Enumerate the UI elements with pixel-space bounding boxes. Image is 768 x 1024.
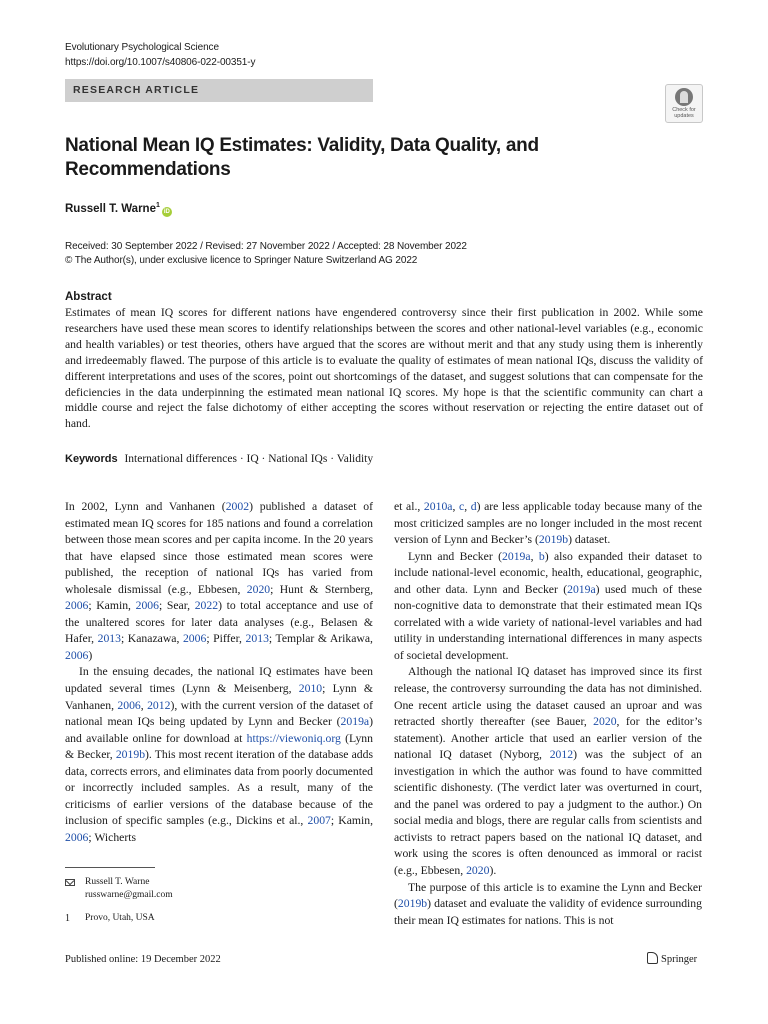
url-link[interactable]: https://viewoniq.org [246, 731, 341, 745]
corresponding-author: Russell T. Warne [85, 877, 150, 887]
citation-link[interactable]: 2010 [298, 682, 323, 696]
keywords-line [65, 453, 373, 465]
check-for-updates-button[interactable] [665, 84, 703, 123]
citation-link[interactable]: 2010a [423, 500, 453, 513]
journal-header [65, 40, 255, 70]
crossmark-label-1: Check for [672, 107, 696, 113]
paragraph: In 2002, Lynn and Vanhanen (2002) published a dataset of estimated mean IQ scores for 185 nations and found a correlation between those mean scores and per capita income. In the 20 years that have elapsed since those estimated mean scores were published, the reception of national IQs has varied from wholesale dismissal (e.g., Ebbesen, 2020; Hunt & Sternberg, 2006; Kamin, 2006; Sear, 2022) to total acceptance and use of the unaltered scores for later data analyses (e.g., Belasen & Hafer, 2013; Kanazawa, 2006; Piffer, 2013; Templar & Arikawa, 2006) [65, 500, 374, 662]
copyright-line: © The Author(s), under exclusive licence to Springer Nature Switzerland AG 2022 [65, 255, 418, 266]
affiliation-number: 1 [65, 913, 70, 924]
crossmark-label-2: updates [674, 113, 694, 119]
publisher-name: Springer [661, 954, 698, 965]
citation-link[interactable]: d [470, 500, 477, 513]
citation-link[interactable]: 2006 [117, 698, 141, 712]
doi-link[interactable]: https://doi.org/10.1007/s40806-022-00351-y [65, 57, 256, 68]
paragraph: In the ensuing decades, the national IQ estimates have been updated several times (Lynn & Meisenberg, 2010; Lynn & Vanhanen, 2006, 2012), with the current version of the dataset of national mean IQs being updated by Lynn and Becker (2019a) and available online for download at https://viewoniq.org (Lynn & Becker, 2019b). This most recent iteration of the database adds data, corrects errors, and eliminates data from poorly documented or incorrectly included samples. As a result, many of the criticisms of earlier versions of the database because of the inclusion of specific samples (e.g., Dickins et al., 2007; Kamin, 2006; Wicherts [65, 665, 373, 844]
springer-horse-icon [647, 952, 658, 964]
citation-link[interactable]: 2013 [97, 632, 121, 646]
affiliation-text: Provo, Utah, USA [85, 913, 155, 923]
citation-link[interactable]: 2012 [549, 748, 574, 762]
crossmark-icon [675, 88, 693, 106]
author-name[interactable]: Russell T. Warne [65, 203, 156, 215]
keywords-label: Keywords [65, 453, 118, 465]
keywords-list: International differences · IQ · National IQs · Validity [124, 453, 374, 465]
article-type-banner: RESEARCH ARTICLE [65, 79, 373, 102]
abstract-text: Estimates of mean IQ scores for different nations have engendered controversy since their first publication in 2002. While some researchers have used these mean scores to identify relationships between the scores and other national-level variables (e.g., economic and health variables) or test theories, others have argued that the scores are without merit and that any study using them is inherently and irredeemably flawed. The purpose of this article is to evaluate the quality of estimates of mean national IQs, discuss the validity of different interpretations and uses of the scores, point out shortcomings of the dataset, and suggest solutions that can compensate for the deficiencies in the data underpinning the estimated mean national IQ scores. My hope is that the scientific community can chart a middle course and reject the false dichotomy of either accepting the scores without reservation or rejecting the entire dataset out of hand. [65, 306, 703, 431]
orcid-icon[interactable]: iD [163, 209, 170, 215]
paragraph: et al., 2010a, c, d) are less applicable today because many of the most criticized samples are no longer included in the most recent version of Lynn and Becker’s (2019b) dataset. [394, 500, 703, 547]
author-line [65, 202, 172, 217]
citation-link[interactable]: 2006 [135, 599, 159, 613]
author-email[interactable]: russwarne@gmail.com [85, 890, 173, 900]
mail-icon [65, 879, 75, 886]
body-column-left [65, 499, 373, 846]
paragraph: Lynn and Becker (2019a, b) also expanded their dataset to include national-level economic, health, educational, geographic, and other data. Lynn and Becker (2019a) used much of these non-cognitive data to demonstrate that their estimated mean IQs correlated with a wide variety of national-level variables and had utility in understanding international differences in many aspects of societal development. [394, 549, 703, 662]
footnote [65, 876, 173, 925]
citation-link[interactable]: 2020 [593, 715, 617, 729]
citation-link[interactable]: b [538, 549, 545, 563]
published-date: Published online: 19 December 2022 [65, 954, 221, 965]
citation-link[interactable]: 2007 [307, 814, 331, 828]
publisher-logo [647, 952, 697, 965]
abstract-heading: Abstract [65, 291, 112, 303]
citation-link[interactable]: 2006 [65, 830, 89, 844]
citation-link[interactable]: c [459, 500, 465, 513]
citation-link[interactable]: 2019b [115, 748, 146, 762]
footnote-divider [65, 867, 155, 868]
affiliation-mark: 1 [155, 202, 160, 209]
citation-link[interactable]: 2019a [567, 582, 596, 596]
citation-link[interactable]: 2006 [182, 632, 207, 646]
citation-link[interactable]: 2020 [466, 864, 490, 878]
citation-link[interactable]: 2012 [147, 698, 171, 712]
citation-link[interactable]: 2006 [65, 599, 89, 613]
history-dates: Received: 30 September 2022 / Revised: 27 November 2022 / Accepted: 28 November 2022 [65, 241, 467, 252]
article-title: National Mean IQ Estimates: Validity, Data Quality, and Recommendations [65, 135, 539, 180]
citation-link[interactable]: 2019a [340, 715, 370, 729]
citation-link[interactable]: 2022 [194, 599, 219, 613]
journal-name: Evolutionary Psychological Science [65, 42, 219, 53]
citation-link[interactable]: 2019b [538, 533, 569, 547]
citation-link[interactable]: 2020 [246, 582, 271, 596]
citation-link[interactable]: 2006 [65, 648, 89, 662]
citation-link[interactable]: 2019b [397, 897, 428, 911]
citation-link[interactable]: 2019a [502, 549, 531, 563]
body-column-right [394, 499, 702, 929]
paragraph: Although the national IQ dataset has improved since its first release, the controversy surrounding the data has not diminished. One recent article using the dataset caused an uproar and was retracted shortly thereafter (see Bauer, 2020, for the editor’s statement). Another article that used an earlier version of the national IQ dataset (Nyborg, 2012) was the subject of an investigation in which the author was found to have committed scientific dishonesty. (The verdict later was overturned in court, and the panel was ordered to pay a judgment to the author.) On social media and blogs, there are regular calls from scientists and activists to retract papers based on the national IQ dataset, and work using the scores is often denounced as immoral or racist (e.g., Ebbesen, 2020). [394, 665, 702, 878]
article-dates [65, 240, 467, 268]
citation-link[interactable]: 2002 [225, 500, 250, 513]
citation-link[interactable]: 2013 [245, 632, 269, 646]
paragraph: The purpose of this article is to examine the Lynn and Becker (2019b) dataset and evaluate the validity of evidence surrounding their mean IQ estimates for nations. This is not [394, 880, 702, 927]
